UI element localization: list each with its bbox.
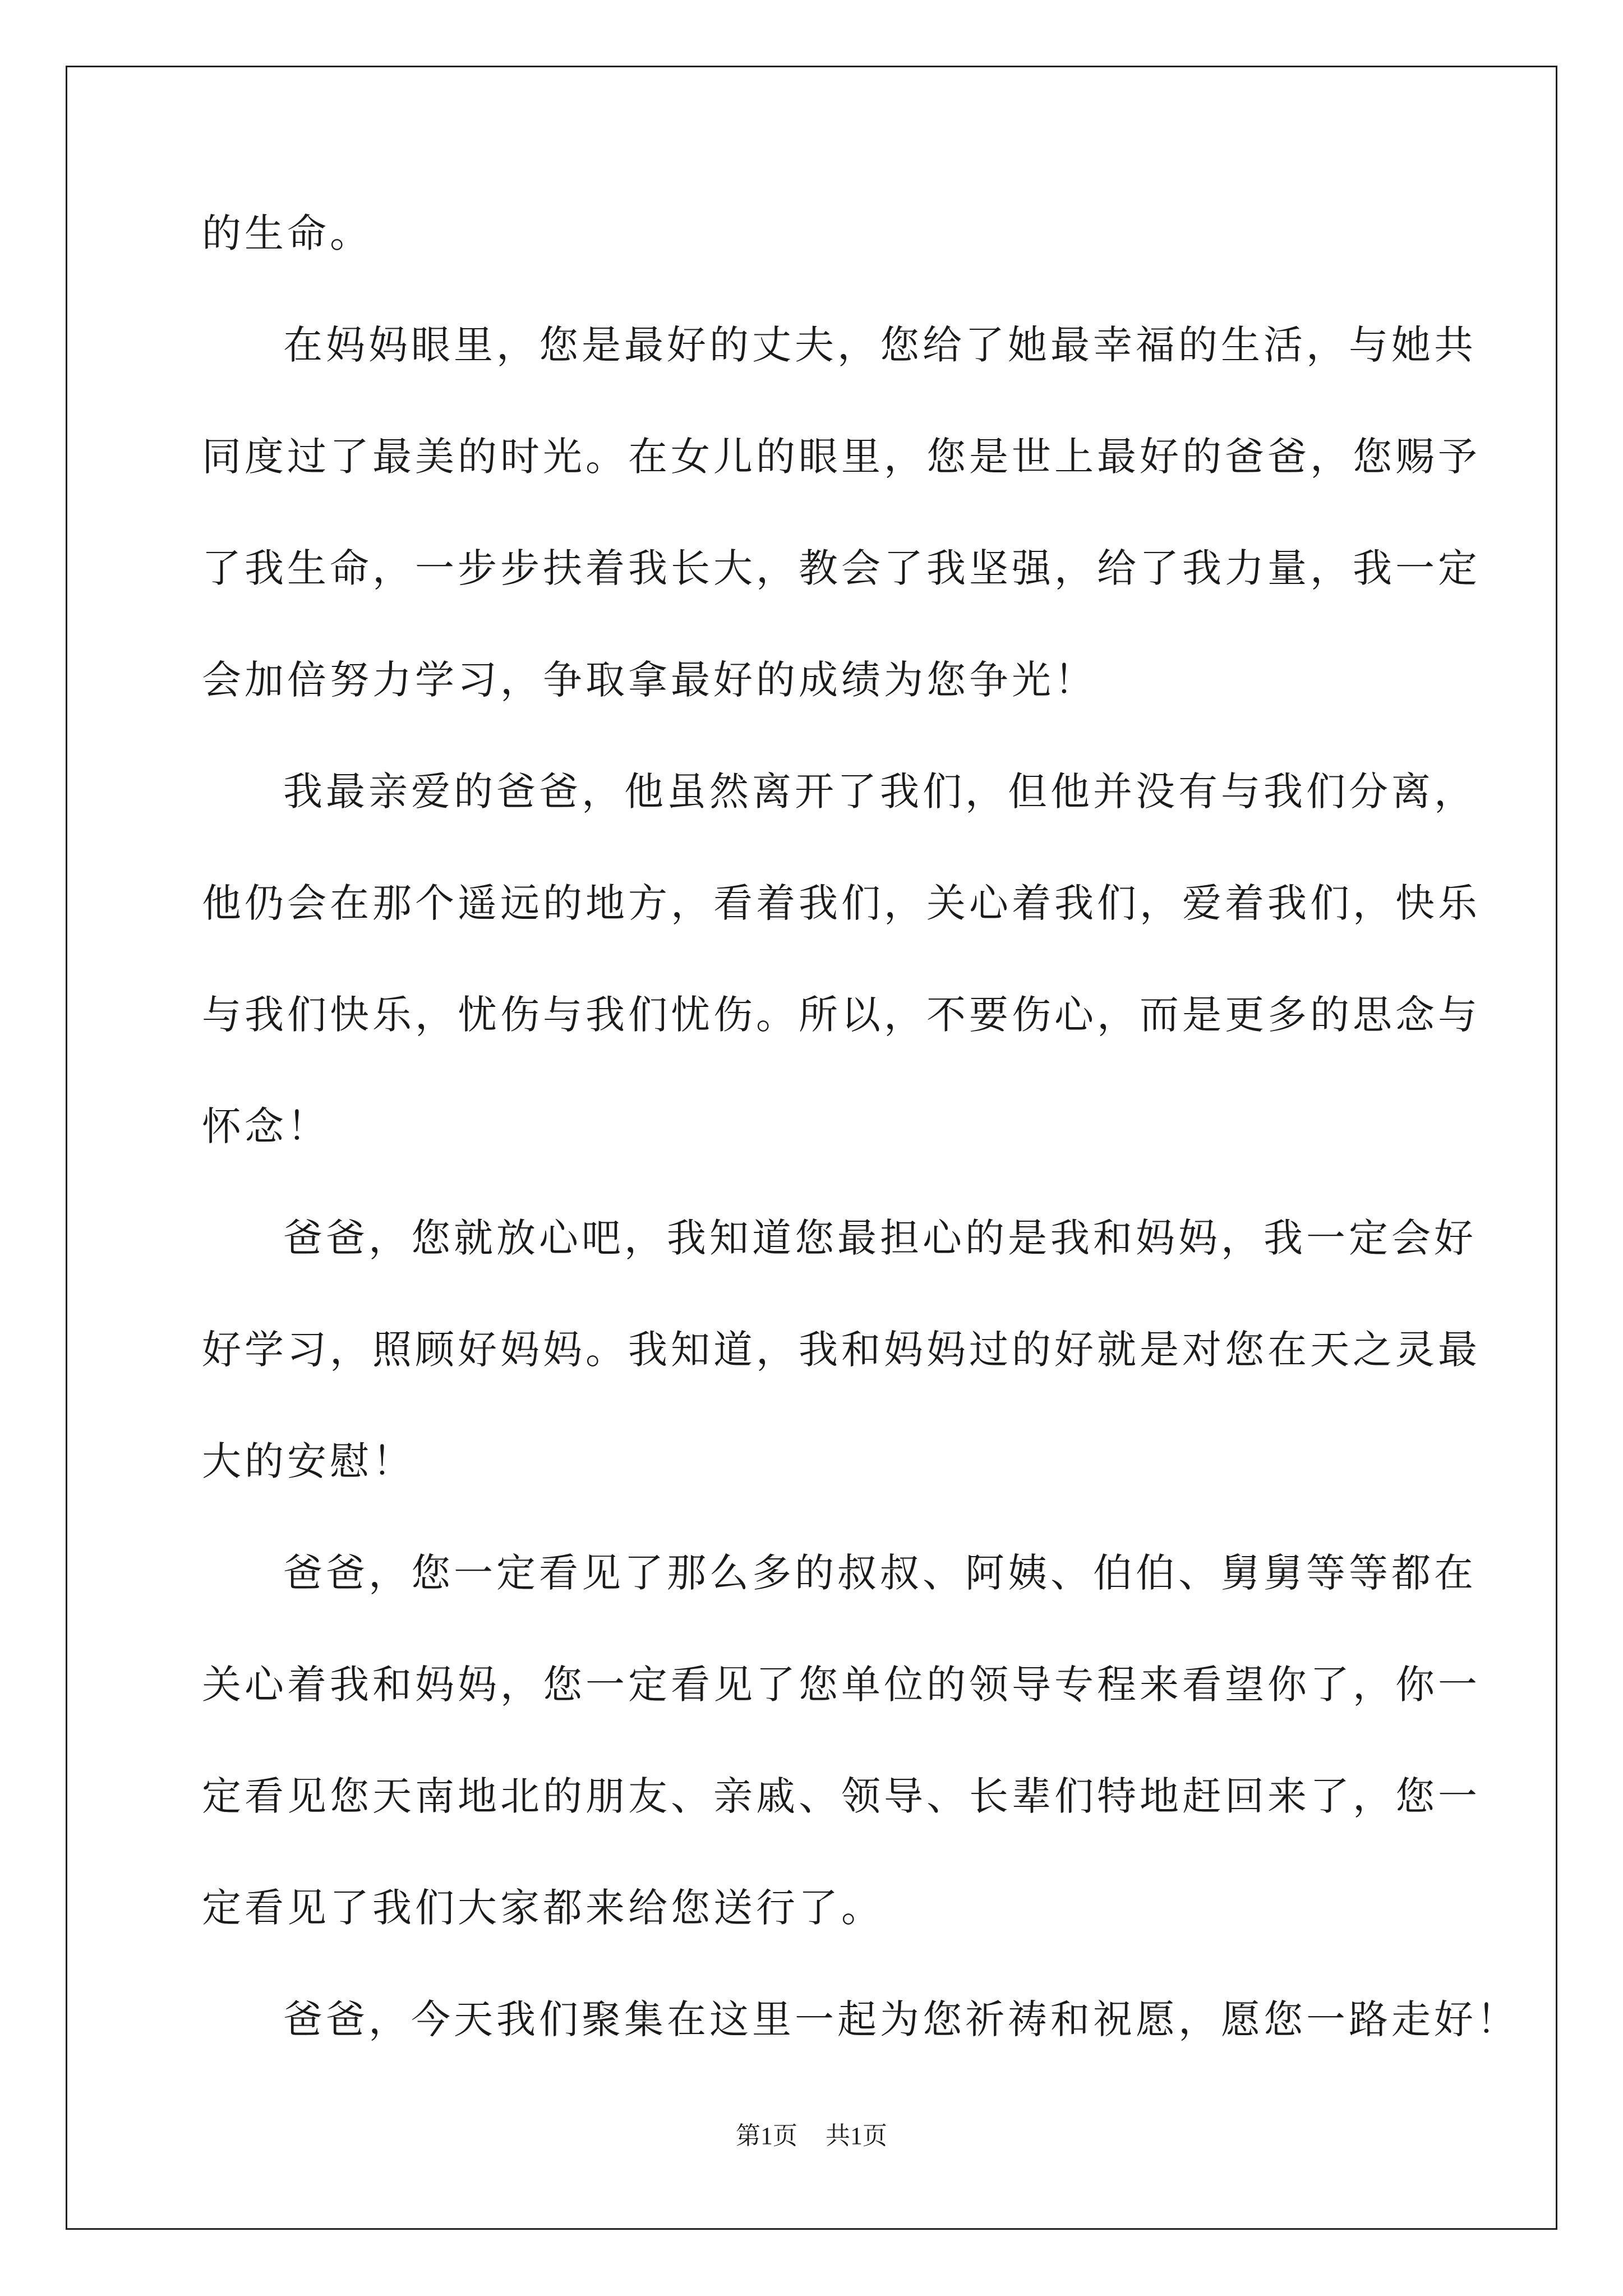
paragraph-start-line: 在妈妈眼里，您是最好的丈夫，您给了她最幸福的生活，与她共 (283, 322, 1477, 368)
text-line: 大的安慰！ (202, 1438, 415, 1484)
text-line: 好学习，照顾好妈妈。我知道，我和妈妈过的好就是对您在天之灵最 (202, 1327, 1481, 1373)
text-line: 关心着我和妈妈，您一定看见了您单位的领导专程来看望你了，你一 (202, 1662, 1481, 1708)
paragraph-start-line: 爸爸，您一定看见了那么多的叔叔、阿姨、伯伯、舅舅等等都在 (283, 1550, 1477, 1596)
paragraph-start-line: 爸爸，您就放心吧，我知道您最担心的是我和妈妈，我一定会好 (283, 1215, 1477, 1261)
text-line: 同度过了最美的时光。在女儿的眼里，您是世上最好的爸爸，您赐予 (202, 434, 1481, 480)
document-body (202, 208, 1519, 2105)
page-number: 第1页 (736, 2122, 797, 2150)
paragraph-start-line: 爸爸，今天我们聚集在这里一起为您祈祷和祝愿，愿您一路走好！ (283, 1996, 1519, 2042)
text-line: 他仍会在那个遥远的地方，看着我们，关心着我们，爱着我们，快乐 (202, 880, 1481, 926)
page-total: 共1页 (826, 2122, 887, 2150)
text-line: 会加倍努力学习，争取拿最好的成绩为您争光！ (202, 657, 1097, 703)
page-footer (0, 2119, 1623, 2153)
text-line: 定看见了我们大家都来给您送行了。 (202, 1885, 884, 1931)
text-line: 与我们快乐，忧伤与我们忧伤。所以，不要伤心，而是更多的思念与 (202, 992, 1481, 1038)
text-line: 的生命。 (202, 210, 372, 256)
paragraph-start-line: 我最亲爱的爸爸，他虽然离开了我们，但他并没有与我们分离， (283, 769, 1477, 815)
text-line: 怀念！ (202, 1103, 330, 1149)
text-line: 了我生命，一步步扶着我长大，教会了我坚强，给了我力量，我一定 (202, 545, 1481, 591)
text-line: 定看见您天南地北的朋友、亲戚、领导、长辈们特地赶回来了，您一 (202, 1773, 1481, 1819)
